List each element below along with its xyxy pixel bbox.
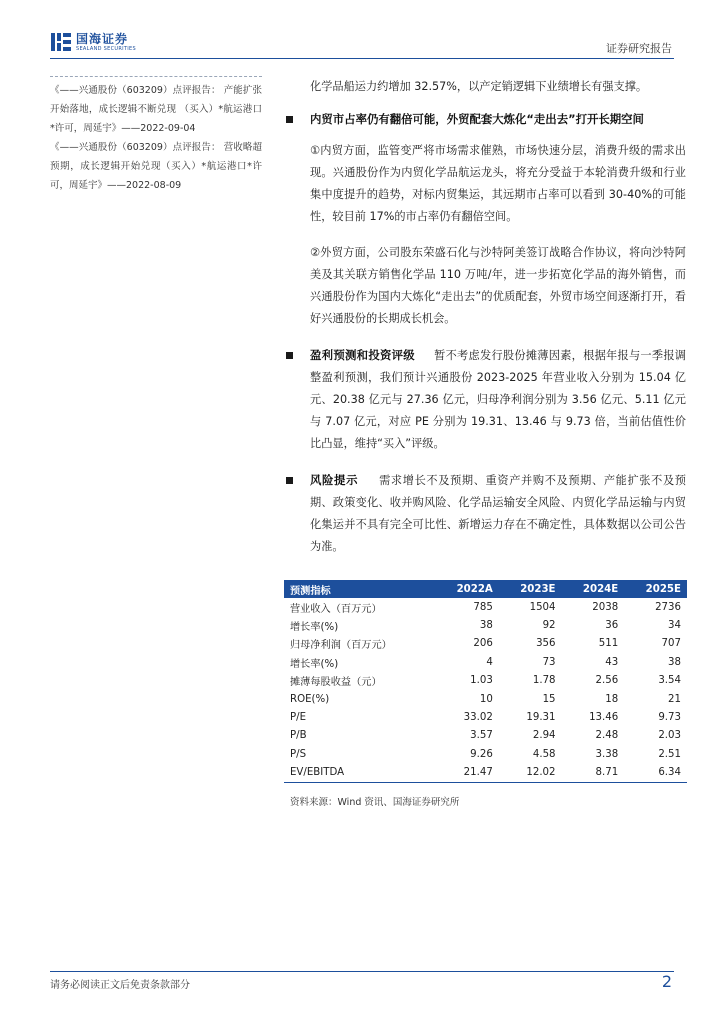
table-cell: 707 <box>661 638 681 650</box>
table-cell: 18 <box>605 693 619 705</box>
table-cell: 36 <box>605 620 619 632</box>
table-cell: 43 <box>605 656 619 668</box>
table-row <box>284 635 687 653</box>
table-header-cell: 2023E <box>499 580 562 598</box>
table-cell: 2.56 <box>595 675 619 687</box>
table-header-cell: 2024E <box>562 580 625 598</box>
table-cell: 1.78 <box>532 675 556 687</box>
table-cell: 1504 <box>529 601 556 613</box>
page-number: 2 <box>661 972 672 991</box>
table-cell: P/S <box>290 748 307 760</box>
table-cell: 营业收入（百万元） <box>290 603 382 615</box>
table-header-cell: 预测指标 <box>284 580 435 598</box>
table-header-cell: 2025E <box>624 580 687 598</box>
table-cell: 511 <box>598 638 619 650</box>
square-bullet-icon <box>286 477 293 484</box>
risk-paragraph: 需求增长不及预期、重资产并购不及预期、产能扩张不及预期、政策变化、收并购风险、化学品运输安全风险、内贸化学品运输与内贸化集运并不具有完全可比性、新增运力存在不确定性，具体数据以公司公告为准。 <box>310 474 686 553</box>
section-title: 风险提示 <box>310 473 359 487</box>
table-cell: 9.26 <box>470 748 493 760</box>
header-divider <box>50 58 674 59</box>
table-cell: 2736 <box>655 601 681 613</box>
section-earnings-forecast <box>284 344 686 455</box>
table-cell: 10 <box>479 693 493 705</box>
table-cell: 4.58 <box>532 748 556 760</box>
square-bullet-icon <box>286 116 293 123</box>
related-reports <box>50 76 262 195</box>
table-cell: 6.34 <box>624 764 687 783</box>
table-cell: 归母净利润（百万元） <box>290 640 392 652</box>
forecast-table <box>284 580 687 783</box>
section-domestic-overseas <box>284 108 686 330</box>
footer-divider <box>50 971 674 972</box>
table-row <box>284 745 687 763</box>
table-cell: 73 <box>542 656 556 668</box>
table-cell: 2.94 <box>532 730 556 742</box>
table-cell: EV/EBITDA <box>284 764 435 783</box>
company-logo <box>50 30 136 54</box>
table-header-cell: 2022A <box>435 580 499 598</box>
table-cell: 21 <box>668 693 681 705</box>
table-row <box>284 616 687 634</box>
table-cell: 38 <box>479 620 493 632</box>
table-cell: ROE(%) <box>290 693 330 705</box>
related-report-item[interactable]: 《——兴通股份（603209）点评报告： 营收略超预期，成长逻辑开始兑现（买入）*航运港口*许可，周延宇》——2022-08-09 <box>50 142 262 191</box>
table-cell: 8.71 <box>562 764 625 783</box>
table-row <box>284 598 687 616</box>
table-cell: 4 <box>486 656 493 668</box>
table-cell: 206 <box>473 638 493 650</box>
sidebar-divider <box>50 76 262 77</box>
forecast-paragraph: 暂不考虑发行股份摊薄因素，根据年报与一季报调整盈利预测，我们预计兴通股份 2023-2025 年营业收入分别为 15.04 亿元、20.38 亿元与 27.36 亿元，归母净利润分别为 3.56 亿元、5.11 亿元与 7.07 亿元，对应 PE 分别为 19.31、13.46 与 9.73 倍，当前估值性价比凸显，维持“买入”评级。 <box>310 349 686 450</box>
intro-paragraph: 化学品船运力约增加 32.57%，以产定销逻辑下业绩增长有强支撑。 <box>310 80 648 93</box>
table-cell: P/E <box>290 712 307 724</box>
table-cell: 摊薄每股收益（元） <box>290 677 382 689</box>
table-cell: 增长率(%) <box>290 658 339 670</box>
related-report-item[interactable]: 《——兴通股份（603209）点评报告： 产能扩张开始落地，成长逻辑不断兑现 （买入）*航运港口*许可，周延宇》——2022-09-04 <box>50 85 262 134</box>
table-row <box>284 727 687 745</box>
section-risk-warning <box>284 469 686 558</box>
table-cell: P/B <box>290 730 307 742</box>
table-cell: 356 <box>536 638 556 650</box>
sealand-logo-icon <box>50 31 72 53</box>
square-bullet-icon <box>286 352 293 359</box>
table-cell: 34 <box>668 620 681 632</box>
table-cell: 12.02 <box>499 764 562 783</box>
table-cell: 2.03 <box>658 730 681 742</box>
table-row <box>284 653 687 671</box>
table-row <box>284 708 687 726</box>
table-row <box>284 690 687 708</box>
logo-name-en: SEALAND SECURITIES <box>76 45 136 52</box>
table-row <box>284 764 687 783</box>
table-cell: 21.47 <box>435 764 499 783</box>
table-cell: 92 <box>542 620 556 632</box>
overseas-paragraph: ②外贸方面，公司股东荣盛石化与沙特阿美签订战略合作协议，将向沙特阿美及其关联方销售化学品 110 万吨/年，进一步拓宽化学品的海外销售，而兴通股份作为国内大炼化“走出去”的优质配套，外贸市场空间逐渐打开，看好兴通股份的长期成长机会。 <box>310 246 686 325</box>
table-cell: 2038 <box>592 601 619 613</box>
main-content <box>284 76 686 558</box>
section-title: 盈利预测和投资评级 <box>310 348 415 362</box>
table-cell: 1.03 <box>470 675 493 687</box>
table-cell: 3.38 <box>595 748 619 760</box>
report-type-title: 证券研究报告 <box>606 42 672 55</box>
table-cell: 3.54 <box>658 675 681 687</box>
table-cell: 9.73 <box>658 712 681 724</box>
section-title: 内贸市占率仍有翻倍可能，外贸配套大炼化“走出去”打开长期空间 <box>310 112 644 126</box>
table-cell: 13.46 <box>589 712 619 724</box>
domestic-paragraph: ①内贸方面，监管变严将市场需求催熟，市场快速分层，消费升级的需求出现。兴通股份作为内贸化学品航运龙头，将充分受益于本轮消费升级和行业集中度提升的趋势，对标内贸集运，其远期市占率可以看到 30-40%的可能性，较目前 17%的市占率仍有翻倍空间。 <box>310 144 686 223</box>
table-cell: 增长率(%) <box>290 622 339 634</box>
table-row <box>284 672 687 690</box>
logo-name-cn: 国海证券 <box>76 31 129 46</box>
table-cell: 15 <box>542 693 556 705</box>
table-cell: 2.48 <box>595 730 619 742</box>
table-header-row <box>284 580 687 598</box>
table-cell: 38 <box>668 656 681 668</box>
table-cell: 33.02 <box>463 712 493 724</box>
disclaimer-note: 请务必阅读正文后免责条款部分 <box>50 980 190 991</box>
table-cell: 3.57 <box>470 730 493 742</box>
table-cell: 19.31 <box>526 712 556 724</box>
table-source-note: 资料来源：Wind 资讯、国海证券研究所 <box>290 797 460 808</box>
table-cell: 2.51 <box>658 748 681 760</box>
table-cell: 785 <box>473 601 493 613</box>
